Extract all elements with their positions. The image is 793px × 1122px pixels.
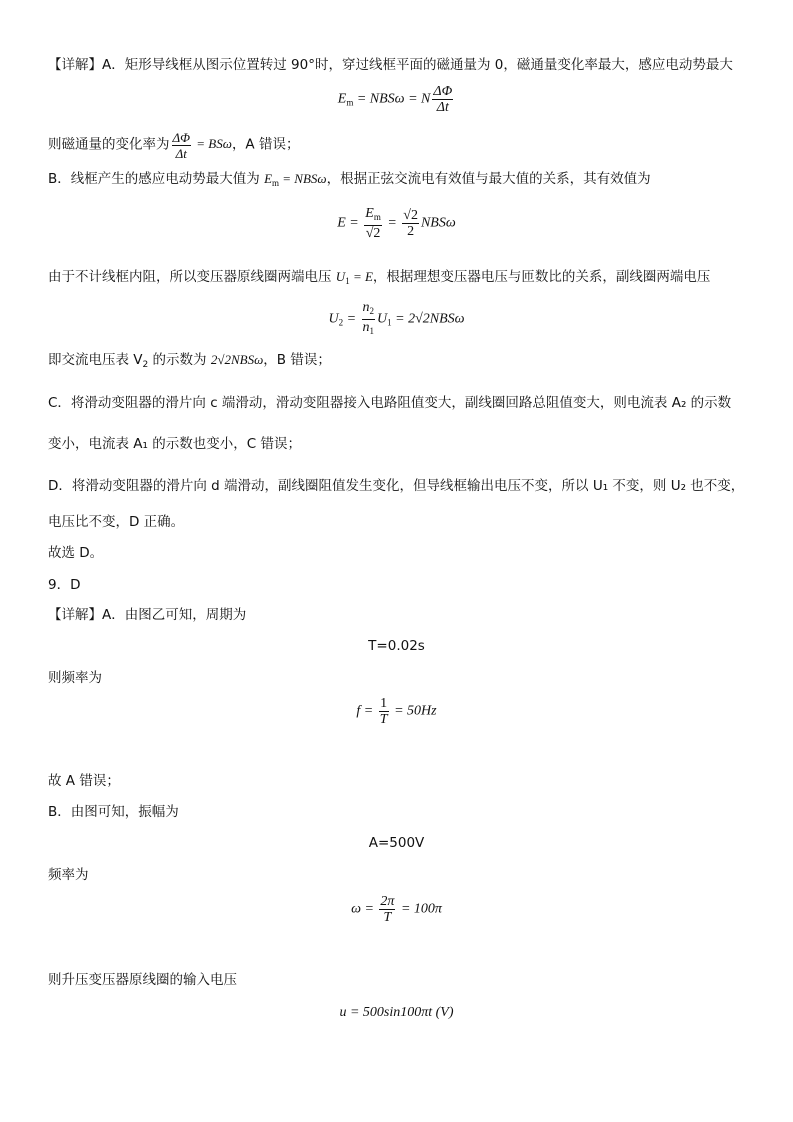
- fraction: $\frac{\Delta\Phi}{\Delta t}$: [433, 84, 453, 115]
- equation-period: T=0.02s: [368, 638, 425, 654]
- paragraph-a-wrong: 故 A 错误；: [48, 773, 120, 789]
- paragraph-d-line2: 电压比不变，D 正确。: [48, 514, 185, 530]
- paragraph-c-line1: C．将滑动变阻器的滑片向 c 端滑动，滑动变阻器接入电路阻值变大，副线圈回路总阻值变大，则电流表 A₂ 的示数: [48, 395, 732, 411]
- paragraph-flux-rate: 则磁通量的变化率为 $\frac{\Delta\Phi}{\Delta t}$ = BSω，A 错误；: [48, 130, 300, 161]
- paragraph-u1: 由于不计线框内阻，所以变压器原线圈两端电压 $U_1 = E$，根据理想变压器电压与匝数比的关系，副线圈两端电压: [48, 269, 711, 286]
- detail-label: 【详解】: [48, 57, 102, 73]
- paragraph-input-voltage: 则升压变压器原线圈的输入电压: [48, 972, 237, 988]
- equation-omega: ω = $\frac{2\pi}{T}$ = 100π: [351, 894, 442, 925]
- paragraph-d-line1: D．将滑动变阻器的滑片向 d 端滑动，副线圈阻值发生变化，但导线框输出电压不变，所以 U₁ 不变，则 U₂ 也不变，: [48, 478, 745, 494]
- inline-math: $U_1 = E$: [335, 269, 373, 286]
- inline-math: $E_m = NBS\omega$: [264, 171, 327, 188]
- paragraph-9b: B．由图可知，振幅为: [48, 804, 179, 820]
- inline-math: 2√2NBSω: [210, 352, 264, 367]
- equation-u: u = 500sin100πt (V): [339, 1005, 454, 1020]
- paragraph-omega: 频率为: [48, 867, 89, 883]
- paragraph-v2: 即交流电压表 $V_2$ 的示数为 2√2NBSω，B 错误；: [48, 352, 331, 370]
- paragraph-9a: 【详解】A．由图乙可知，周期为: [48, 607, 247, 623]
- equation-f: f = $\frac{1}{T}$ = 50Hz: [356, 696, 437, 727]
- paragraph-a: [48, 56, 733, 74]
- paragraph-b: B．线框产生的感应电动势最大值为 $E_m = NBS\omega$，根据正弦交流电有效值与最大值的关系，其有效值为: [48, 171, 651, 188]
- equation-amplitude: A=500V: [368, 835, 425, 851]
- equation-u2: $U_2$ = $\frac{n_2}{n_1}$ $U_1 = 2√2NBS\omega$: [328, 300, 465, 336]
- fraction: $\frac{\Delta\Phi}{\Delta t}$: [172, 130, 191, 161]
- equation-effective: E = $\frac{E_m}{√2}$ = $\frac{√2}{2}$ NBSω: [337, 206, 456, 241]
- answer-line: 故选 D。: [48, 545, 104, 561]
- option-a-text: A．矩形导线框从图示位置转过 90°时，穿过线框平面的磁通量为 0，磁通量变化率最大，感应电动势最大: [102, 57, 733, 73]
- paragraph-frequency: 则频率为: [48, 670, 102, 686]
- question-number: 9．D: [48, 577, 81, 593]
- paragraph-c-line2: 变小，电流表 A₁ 的示数也变小，C 错误；: [48, 436, 301, 452]
- equation-emax: $E_m = NBS\omega = N$ $\frac{\Delta\Phi}{\Delta t}$: [337, 84, 453, 115]
